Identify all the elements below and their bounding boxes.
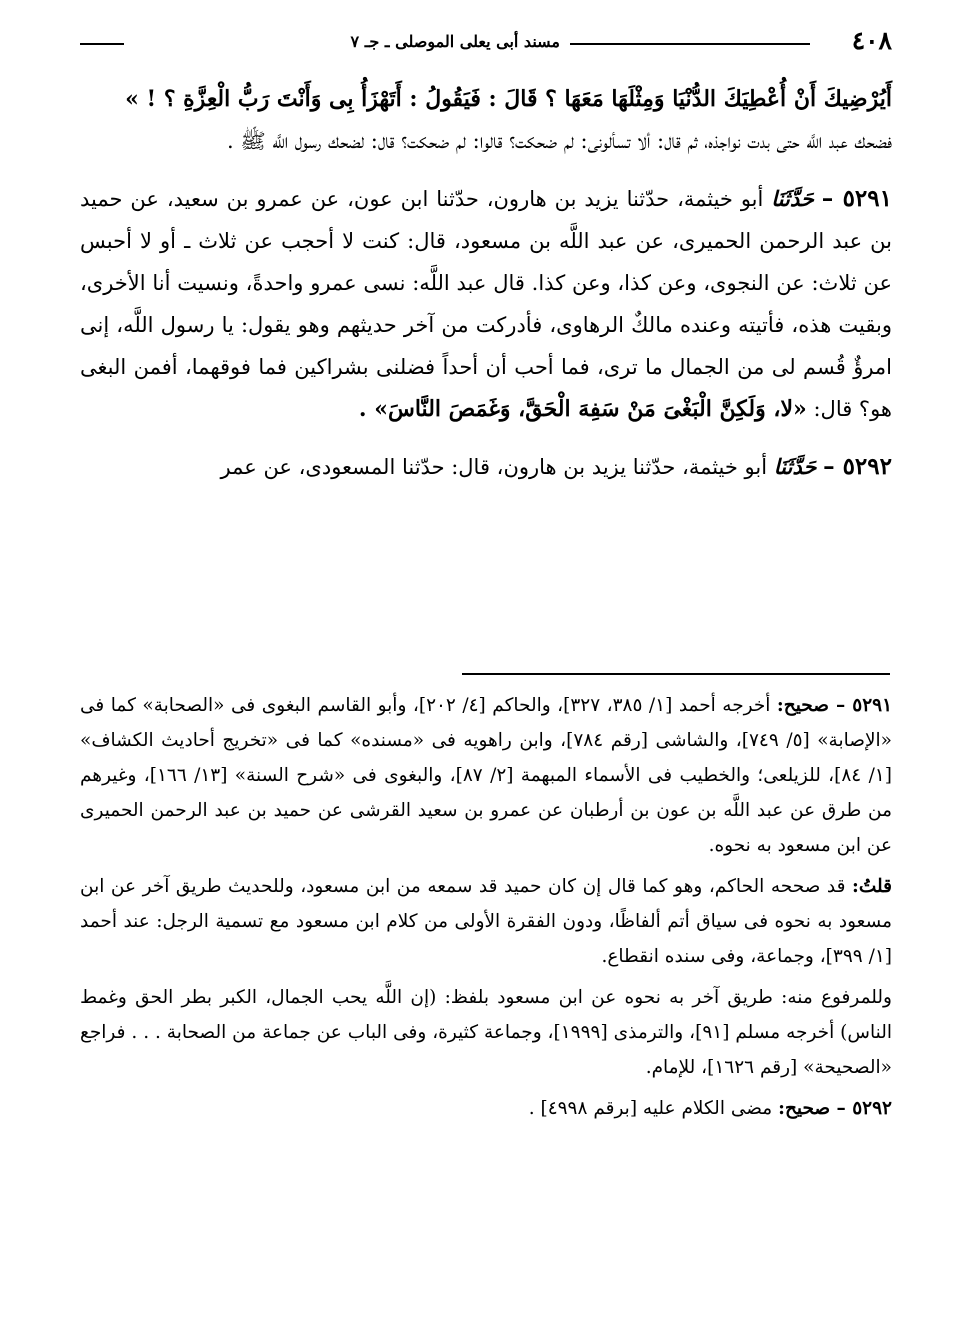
hadith-5292: [80, 446, 892, 488]
footnote-label: ٥٢٩١ – صحيح:: [776, 695, 893, 716]
footnote-5292: [80, 1091, 892, 1126]
hadith-text: أبو خيثمة، حدّثنا يزيد بن هارون، حدّثنا ابن عون، عن عمرو بن سعيد، عن حميد بن عبد الرحمن الحميرى، عن عبد اللَّه بن مسعود، قال: كنت لا أحجب عن ثلاث ـ أو لا أحبس عن ثلاث: عن النجوى، وعن كذا، وعن كذا. قال عبد اللَّه: نسى عمرو واحدةً، ونسيت أنا الأخرى، وبقيت هذه، فأتيته وعنده مالكٌ الرهاوى، فأدركت من آخر حديثهم وهو يقول: يا رسول اللَّه، إنى امرؤٌ قُسم لى من الجمال ما ترى، فما أحب أن أحداً فضلنى بشراكين فما فوقهما، أفمن البغى هو؟ قال:: [80, 187, 892, 421]
verse-line: [80, 78, 892, 120]
footnote-qultu: [80, 869, 892, 974]
footnote-separator: [462, 673, 890, 675]
hadith-number: ٥٢٩٢ –: [823, 453, 892, 480]
footnote-5291: [80, 688, 892, 863]
footnote-marfu: [80, 980, 892, 1085]
qultu-text: قد صححه الحاكم، وهو كما قال إن كان حميد قد سمعه من ابن مسعود، وللحديث طريق آخر عن ابن مسعود به نحوه فى سياق أتم ألفاظًا، ودون الفقرة الأولى من كلام ابن مسعود مع تسمية الرجل: عند أحمد [١/ ٣٩٩]، وجماعة، وفى سنده انقطاع.: [80, 876, 892, 967]
verse-ending: أَيُرْضِيكَ أَنْ أُعْطِيَكَ الدُّنْيَا وَمِثْلَهَا مَعَهَا ؟ قَالَ : فَيَقُولُ : أَتَهْزَأُ بِى وَأَنْتَ رَبُّ الْعِزَّةِ ؟ ! »: [125, 86, 892, 112]
footnote-text: مضى الكلام عليه [برقم ٤٩٩٨] .: [528, 1098, 773, 1119]
hadith-number: ٥٢٩١ –: [821, 185, 892, 212]
qultu-label: قلتُ:: [852, 876, 892, 897]
hadith-5291: [80, 178, 892, 430]
header-rule-right: [570, 43, 810, 45]
haddathana-word: حَدَّثَنَا: [771, 186, 814, 211]
hadith-text: أبو خيثمة، حدّثنا يزيد بن هارون، قال: حدّثنا المسعودى، عن عمر: [220, 455, 768, 479]
header-rule-left: [80, 43, 124, 45]
continuation-text: فضحك عبد اللَّه حتى بدت نواجذه، ثم قال: ألا تسألونى: لم ضحكت؟ قالوا: لم ضحكت؟ قال: لضحك رسول اللَّه ﷺ .: [227, 129, 892, 153]
main-text: [80, 78, 892, 488]
page-number: ٤٠٨: [851, 26, 892, 55]
continuation-paragraph: [80, 120, 892, 162]
running-title: مسند أبى يعلى الموصلى ـ جـ ٧: [350, 32, 560, 51]
prophet-saying: «لا، وَلَكِنَّ الْبَغْىَ مَنْ سَفِهَ الْحَقَّ، وَغَمَصَ النَّاسَ» .: [358, 396, 807, 422]
footnote-text: أخرجه أحمد [١/ ٣٨٥، ٣٢٧]، والحاكم [٤/ ٢٠٢]، وأبو القاسم البغوى فى «الصحابة» كما فى «الإصابة» [٥/ ٧٤٩]، والشاشى [رقم ٧٨٤]، وابن راهويه فى «مسنده» كما فى «تخريج أحاديث الكشاف» [١/ ٨٤]، للزيلعى؛ والخطيب فى الأسماء المبهمة [٢/ ٨٧]، والبغوى فى «شرح السنة» [١٣/ ١٦٦]، وغيرهم من طرق عن عبد اللَّه بن عون بن أرطبان عن عمرو بن سعيد القرشى عن حميد بن عبد الرحمن الحميرى عن ابن مسعود به نحوه.: [80, 695, 892, 856]
marfu-text: وللمرفوع منه: طريق آخر به نحوه عن ابن مسعود بلفظ: (إن اللَّه يحب الجمال، الكبر بطر الحق وغمط الناس) أخرجه مسلم [٩١]، والترمذى [١٩٩٩]، وجماعة كثيرة، وفى الباب عن جماعة من الصحابة . . . فراجع «الصحيحة» [رقم ١٦٢٦]، للإمام.: [80, 987, 892, 1078]
running-header: [80, 26, 892, 60]
footnotes: [80, 688, 892, 1126]
haddathana-word: حَدَّثَنَا: [773, 454, 817, 479]
footnote-label: ٥٢٩٢ – صحيح:: [778, 1098, 892, 1119]
